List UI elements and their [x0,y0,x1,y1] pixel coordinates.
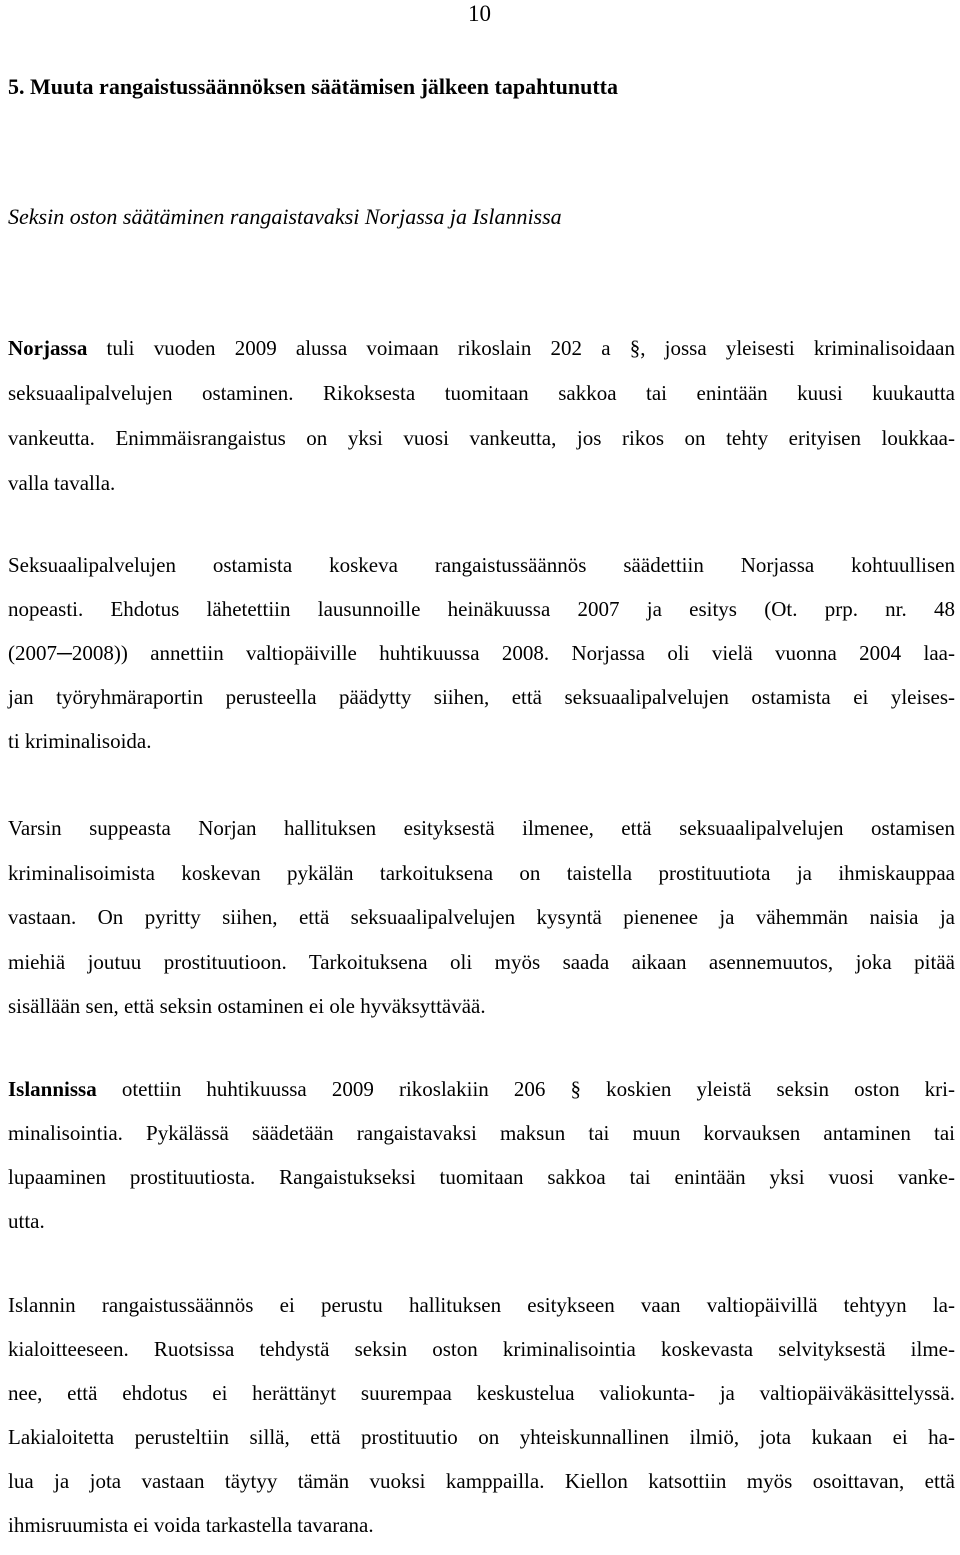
paragraph-line: miehiä joutuu prostituutioon. Tarkoituksena oli myös saada aikaan asennemuutos, joka pitää [8,949,955,974]
paragraph-iceland-law [8,1075,955,1251]
paragraph-line: minalisointia. Pykälässä säädetään rangaistavaksi maksun tai muun korvauksen antaminen tai [8,1121,955,1145]
paragraph-line: ti kriminalisoida. [8,729,152,753]
section-heading: 5. Muuta rangaistussäännöksen säätämisen jälkeen tapahtunutta [8,74,618,99]
paragraph-line: vankeutta. Enimmäisrangaistus on yksi vuosi vankeutta, jos rikos on tehty erityisen loukkaa- [8,426,955,450]
subsection-heading: Seksin oston säätäminen rangaistavaksi Norjassa ja Islannissa [8,204,562,229]
paragraph-line: lua ja jota vastaan täytyy tämän vuoksi kamppailla. Kiellon katsottiin myös osoittavan, että [8,1469,955,1493]
paragraph-line: kialoitteeseen. Ruotsissa tehdystä seksin oston kriminalisointia koskevasta selvityksestä ilme- [8,1337,955,1361]
paragraph-line: valla tavalla. [8,471,116,495]
bold-term-norjassa: Norjassa [8,336,88,360]
paragraph-norway-enactment [8,551,955,771]
paragraph-line: nopeasti. Ehdotus lähetettiin lausunnoille heinäkuussa 2007 ja esitys (Ot. prp. nr. 48 [8,597,955,621]
paragraph-line: (2007─2008)) annettiin valtiopäiville huhtikuussa 2008. Norjassa oli vielä vuonna 2004 laa- [8,641,955,665]
page-number: 10 [468,1,491,26]
paragraph-line: sisällään sen, että seksin ostaminen ei ole hyväksyttävää. [8,994,486,1018]
paragraph-line: Islannin rangaistussäännös ei perustu hallituksen esitykseen vaan valtiopäivillä tehtyyn la- [8,1293,955,1317]
paragraph-line: Norjassa tuli vuoden 2009 alussa voimaan rikoslain 202 a §, jossa yleisesti kriminalisoidaan [8,336,955,360]
bold-term-islannissa: Islannissa [8,1077,97,1101]
paragraph-line: ihmisruumista ei voida tarkastella tavarana. [8,1513,374,1537]
paragraph-line: vastaan. On pyritty siihen, että seksuaalipalvelujen kysyntä pienenee ja vähemmän naisia ja [8,905,955,929]
paragraph-line: Lakialoitetta perusteltiin sillä, että prostituutio on yhteiskunnallinen ilmiö, jota kukaan ei ha- [8,1425,955,1449]
paragraph-line: lupaaminen prostituutiosta. Rangaistukseksi tuomitaan sakkoa tai enintään yksi vuosi vanke- [8,1165,955,1189]
paragraph-line: kriminalisoimista koskevan pykälän tarkoituksena on taistella prostituutiota ja ihmiskauppaa [8,860,955,885]
paragraph-line: Varsin suppeasta Norjan hallituksen esityksestä ilmenee, että seksuaalipalvelujen ostamisen [8,816,955,840]
paragraph-line: utta. [8,1209,45,1233]
paragraph-line: nee, että ehdotus ei herättänyt suurempaa keskustelua valiokunta- ja valtiopäiväkäsittelyssä. [8,1381,955,1405]
paragraph-line: jan työryhmäraportin perusteella päädytty siihen, että seksuaalipalvelujen ostamista ei yleises- [8,685,955,709]
paragraph-norway-purpose [8,814,955,1037]
paragraph-line: seksuaalipalvelujen ostaminen. Rikoksesta tuomitaan sakkoa tai enintään kuusi kuukautta [8,381,955,405]
paragraph-line: Islannissa otettiin huhtikuussa 2009 rikoslakiin 206 § koskien yleistä seksin oston kri- [8,1077,955,1101]
paragraph-norway-law [8,334,955,514]
paragraph-iceland-enactment [8,1291,955,1555]
paragraph-line: Seksuaalipalvelujen ostamista koskeva rangaistussäännös säädettiin Norjassa kohtuullisen [8,553,955,577]
